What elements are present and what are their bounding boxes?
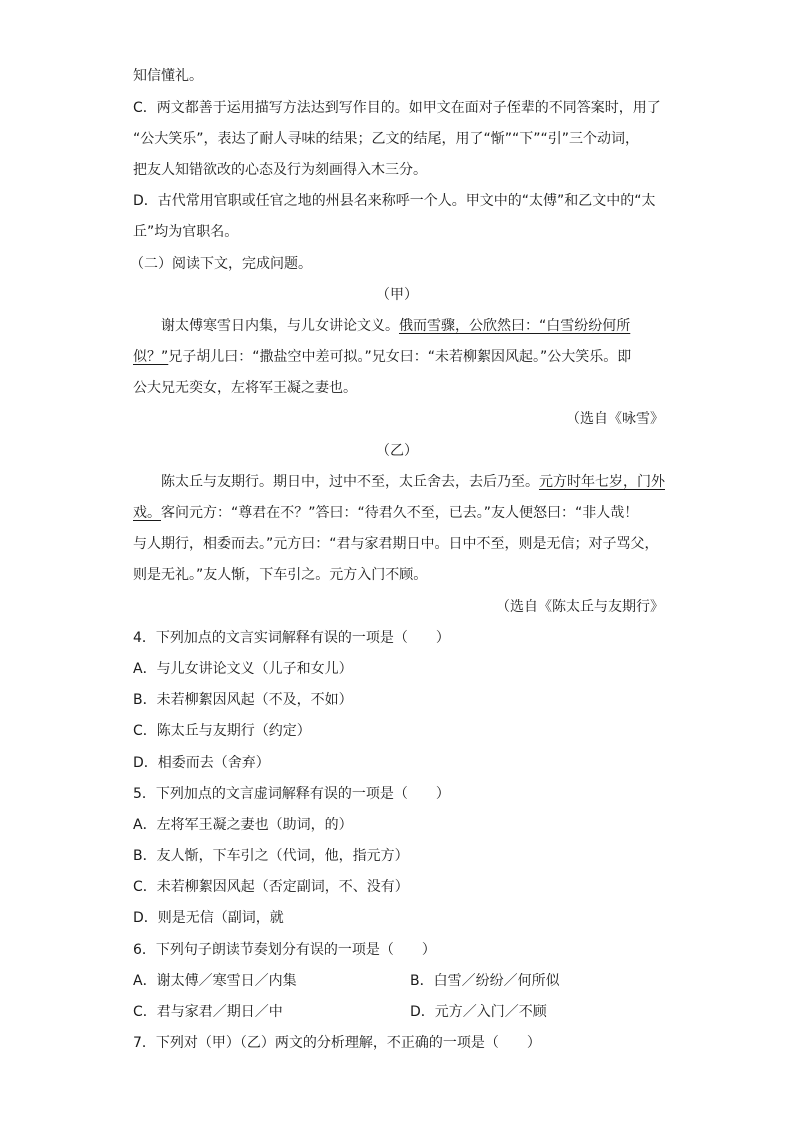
question-6-option-b: B．白雪／纷纷／何所似 [410,973,560,989]
passage-jia-line [133,347,631,369]
passage-text: 谢太傅寒雪日内集，与儿女讲论文义。 [161,318,399,334]
underlined-text: 俄而雪骤，公欣然曰：“白雪纷纷何所 [399,318,631,334]
question-6-stem: 6．下列句子朗读节奏划分有误的一项是（ ） [133,942,436,958]
question-5-option-a: A．左将军王凝之妻也（助词，的） [133,817,353,833]
passage-jia-line [161,316,630,338]
text-line: 知信懂礼。 [133,68,203,84]
underlined-text: 戏。 [133,505,161,521]
passage-yi-line: 则是无礼。”友人惭，下车引之。元方入门不顾。 [133,567,428,583]
option-c-line: “公大笑乐”，表达了耐人寻味的结果；乙文的结尾，用了“惭”“下”“引”三个动词， [133,131,640,147]
option-c-line: C．两文都善于运用描写方法达到写作目的。如甲文在面对子侄辈的不同答案时，用了 [133,100,661,116]
section-heading: （二）阅读下文，完成问题。 [130,256,312,272]
question-5-stem: 5．下列加点的文言虚词解释有误的一项是（ ） [133,786,450,802]
question-6-option-c: C．君与家君／期日／中 [133,1004,283,1020]
option-d-line: 丘”均为官职名。 [133,224,239,240]
passage-yi-line: 与人期行，相委而去。”元方曰：“君与家君期日中。日中不至，则是无信；对子骂父， [133,536,659,552]
question-6-option-a: A．谢太傅／寒雪日／内集 [133,973,297,989]
question-4-stem: 4．下列加点的文言实词解释有误的一项是（ ） [133,630,450,646]
question-6-row [133,1002,693,1024]
question-7-stem: 7．下列对（甲）（乙）两文的分析理解，不正确的一项是（ ） [133,1035,541,1051]
passage-jia-line: 公大兄无奕女，左将军王凝之妻也。 [133,380,357,396]
question-4-option-b: B．未若柳絮因风起（不及，不如） [133,692,353,708]
passage-yi-line [133,503,638,525]
option-c-line: 把友人知错欲改的心态及行为刻画得入木三分。 [133,162,427,178]
passage-yi-source: （选自《陈太丘与友期行》 [496,599,664,615]
question-6-option-d: D．元方／入门／不顾 [410,1004,547,1020]
passage-yi-line [161,472,665,494]
question-5-option-b: B．友人惭，下车引之（代词，他，指元方） [133,848,409,864]
question-5-option-d: D．则是无信（副词，就 [133,910,284,926]
question-6-row [133,971,693,993]
passage-jia-label: （甲） [376,287,418,303]
underlined-text: 元方时年七岁，门外 [539,474,665,490]
question-4-option-c: C．陈太丘与友期行（约定） [133,723,311,739]
passage-jia-source: （选自《咏雪》 [566,411,664,427]
passage-text: 客问元方：“尊君在不？”答曰：“待君久不至，已去。”友人便怒曰：“非人哉！ [161,505,639,521]
passage-text: 兄子胡儿曰：“撒盐空中差可拟。”兄女曰：“未若柳絮因风起。”公大笑乐。即 [168,349,632,365]
option-d-line: D．古代常用官职或任官之地的州县名来称呼一个人。甲文中的“太傅”和乙文中的“太 [133,193,656,209]
passage-text: 陈太丘与友期行。期日中，过中不至，太丘舍去，去后乃至。 [161,474,539,490]
question-4-option-a: A．与儿女讲论文义（儿子和女儿） [133,661,353,677]
question-5-option-c: C．未若柳絮因风起（否定副词，不、没有） [133,879,409,895]
question-4-option-d: D．相委而去（舍弃） [133,755,270,771]
underlined-text: 似？” [133,349,169,365]
passage-yi-label: （乙） [376,443,418,459]
